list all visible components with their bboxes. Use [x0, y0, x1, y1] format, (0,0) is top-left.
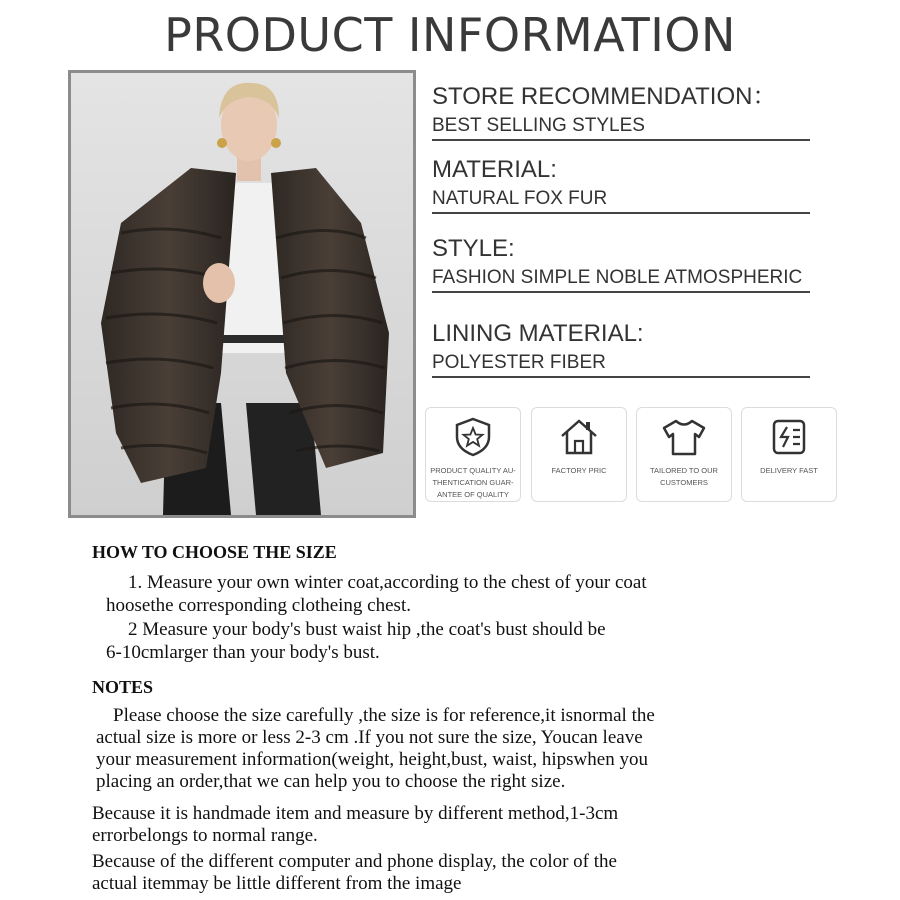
- page-title: PRODUCT INFORMATION: [164, 8, 736, 62]
- delivery-icon: [768, 416, 810, 458]
- notes-line: errorbelongs to normal range.: [92, 825, 318, 846]
- notes-line: your measurement information(weight, height,bust, waist, hipswhen you: [96, 749, 648, 770]
- badge-caption: PRODUCT QUALITY AU- THENTICATION GUAR- ANTEE OF QUALITY: [430, 466, 516, 499]
- notes-line: actual itemmay be little different from the image: [92, 873, 462, 894]
- notes-line: actual size is more or less 2-3 cm .If you not sure the size, Youcan leave: [96, 727, 643, 748]
- info-label: STORE RECOMMENDATION：: [432, 83, 777, 110]
- badge-caption: FACTORY PRIC: [551, 466, 607, 475]
- factory-house-icon: [558, 416, 600, 458]
- notes-line: placing an order,that we can help you to choose the right size.: [96, 771, 566, 792]
- badge-tailored: [636, 407, 732, 502]
- notes-heading: NOTES: [92, 677, 154, 697]
- info-material: [432, 156, 810, 214]
- info-label: MATERIAL:: [432, 156, 557, 183]
- size-guide-heading: HOW TO CHOOSE THE SIZE: [92, 542, 337, 562]
- info-lining-material: [432, 320, 810, 378]
- info-store-recommendation: [432, 76, 810, 141]
- notes-line: Please choose the size carefully ,the size is for reference,it isnormal the: [113, 705, 655, 726]
- notes-line: Because it is handmade item and measure by different method,1-3cm: [92, 803, 619, 824]
- size-guide-line: 2 Measure your body's bust waist hip ,the coat's bust should be: [128, 619, 606, 640]
- info-value: FASHION SIMPLE NOBLE ATMOSPHERIC: [432, 267, 810, 293]
- info-value: POLYESTER FIBER: [432, 352, 810, 378]
- size-guide-line: 1. Measure your own winter coat,according to the chest of your coat: [128, 572, 647, 593]
- size-guide-line: 6-10cmlarger than your body's bust.: [106, 642, 380, 663]
- info-value: NATURAL FOX FUR: [432, 188, 810, 214]
- size-guide-line: hoosethe corresponding clotheing chest.: [106, 595, 411, 616]
- info-value: BEST SELLING STYLES: [432, 115, 810, 141]
- badge-factory-price: [531, 407, 627, 502]
- feature-badges: [425, 407, 837, 503]
- badge-caption: TAILORED TO OUR CUSTOMERS: [650, 466, 718, 487]
- t-shirt-icon: [660, 416, 708, 458]
- notes-line: Because of the different computer and phone display, the color of the: [92, 851, 617, 872]
- info-label: LINING MATERIAL:: [432, 320, 644, 347]
- shield-star-icon: [452, 416, 494, 458]
- info-style: [432, 235, 810, 293]
- badge-caption: DELIVERY FAST: [760, 466, 818, 475]
- badge-quality: [425, 407, 521, 502]
- badge-delivery: [741, 407, 837, 502]
- product-photo: [68, 70, 416, 518]
- info-label: STYLE:: [432, 235, 515, 262]
